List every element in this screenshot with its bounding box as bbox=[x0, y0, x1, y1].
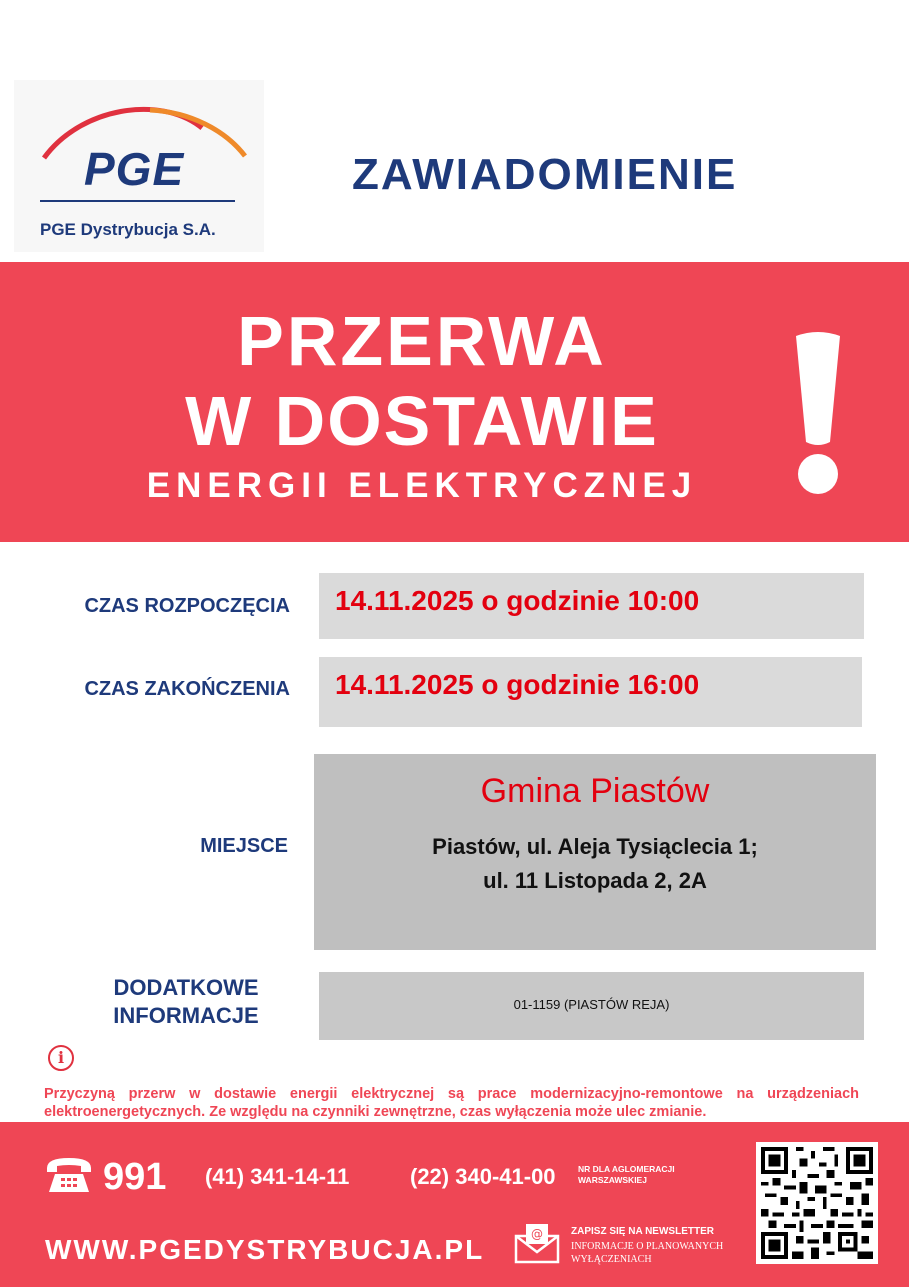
telephone-icon bbox=[45, 1154, 93, 1194]
end-time-value: 14.11.2025 o godzinie 16:00 bbox=[335, 669, 700, 700]
qr-code-icon[interactable] bbox=[756, 1142, 878, 1264]
extra-info-label: DODATKOWE INFORMACJE bbox=[113, 975, 259, 1028]
place-address-line-1: Piastów, ul. Aleja Tysiąclecia 1; bbox=[432, 834, 758, 859]
banner-line-2: W DOSTAWIE bbox=[185, 382, 659, 460]
disclaimer-note: Przyczyną przerw w dostawie energii elektrycznej są prace modernizacyjno-remontowe na urządzeniach elektroenergetycznych. Ze względu na czynniki zewnętrzne, czas wyłączenia może ulec zmianie. bbox=[44, 1086, 859, 1120]
logo-brand: PGE bbox=[84, 143, 185, 195]
start-time-value: 14.11.2025 o godzinie 10:00 bbox=[335, 585, 700, 616]
emergency-number[interactable]: 991 bbox=[103, 1156, 167, 1198]
banner-line-1: PRZERWA bbox=[237, 302, 607, 380]
extra-info-field bbox=[319, 972, 864, 1040]
extra-info-value: 01-1159 (PIASTÓW REJA) bbox=[513, 997, 670, 1012]
page-title: ZAWIADOMIENIE bbox=[352, 150, 738, 199]
end-time-field bbox=[319, 657, 862, 727]
banner-line-3: ENERGII ELEKTRYCZNEJ bbox=[146, 466, 698, 505]
svg-text:@: @ bbox=[531, 1227, 543, 1241]
info-icon: i bbox=[48, 1045, 74, 1071]
company-logo bbox=[14, 80, 264, 252]
phone-number-2[interactable]: (22) 340-41-00 bbox=[410, 1164, 556, 1189]
end-time-label: CZAS ZAKOŃCZENIA bbox=[84, 678, 290, 700]
website-link[interactable]: WWW.PGEDYSTRYBUCJA.PL bbox=[45, 1234, 485, 1265]
phone-number-2-note: NR DLA AGLOMERACJI WARSZAWSKIEJ bbox=[578, 1164, 675, 1185]
place-address-line-2: ul. 11 Listopada 2, 2A bbox=[483, 868, 707, 893]
newsletter-subtitle: INFORMACJE O PLANOWANYCH WYŁĄCZENIACH bbox=[571, 1241, 724, 1265]
logo-company-name: PGE Dystrybucja S.A. bbox=[40, 220, 216, 239]
start-time-field bbox=[319, 573, 864, 639]
alert-banner bbox=[0, 262, 909, 542]
place-title: Gmina Piastów bbox=[480, 772, 710, 810]
start-time-label: CZAS ROZPOCZĘCIA bbox=[84, 595, 290, 617]
place-label: MIEJSCE bbox=[200, 835, 288, 857]
newsletter-mail-icon bbox=[514, 1222, 560, 1264]
footer bbox=[0, 1122, 909, 1287]
logo-divider bbox=[40, 200, 235, 202]
exclamation-icon bbox=[790, 330, 846, 496]
newsletter-title[interactable]: ZAPISZ SIĘ NA NEWSLETTER bbox=[571, 1226, 714, 1237]
place-field bbox=[314, 754, 876, 950]
phone-number-1[interactable]: (41) 341-14-11 bbox=[205, 1164, 350, 1189]
